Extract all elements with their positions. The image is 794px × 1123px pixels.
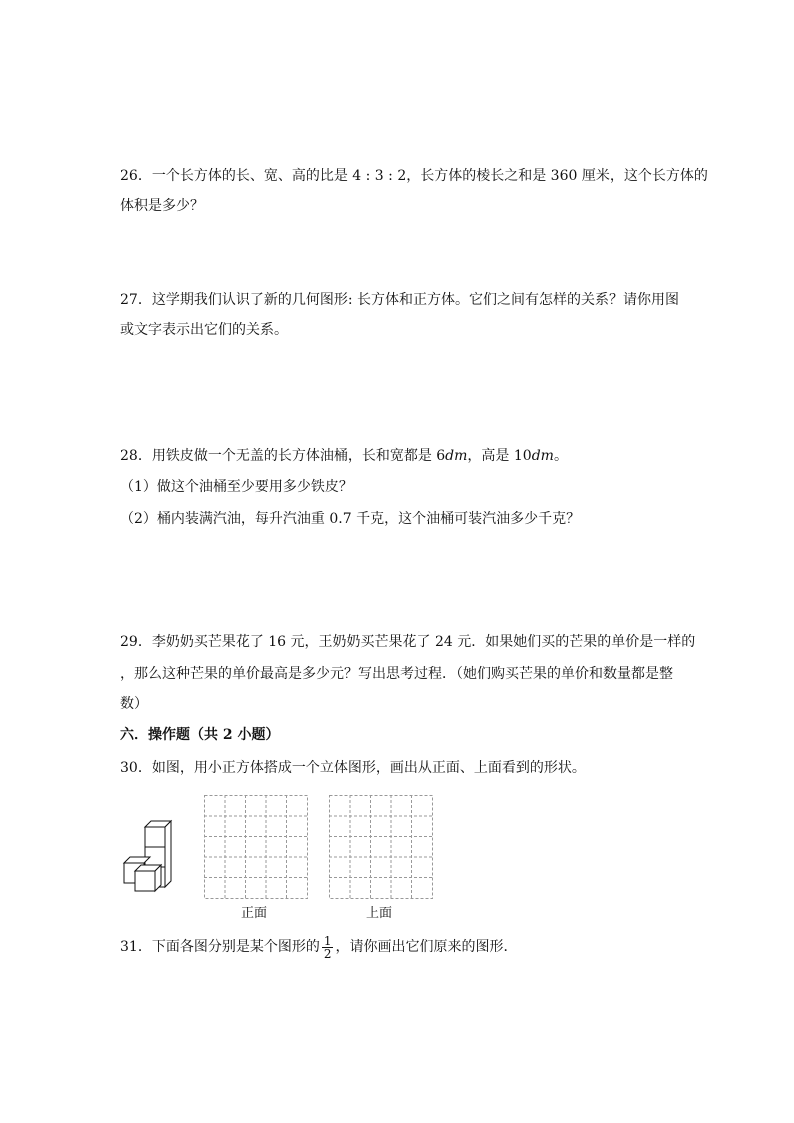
- cube-stack-figure: [120, 815, 180, 895]
- q26-line1: 26．一个长方体的长、宽、高的比是 4 : 3 : 2，长方体的棱长之和是 360 厘米，这个长方体的: [120, 168, 708, 184]
- q28-end: 。: [553, 448, 568, 464]
- q28-prefix: 28．用铁皮做一个无盖的长方体油桶，长和宽都是 6: [120, 448, 446, 464]
- q26-line2: 体积是多少？: [120, 198, 204, 214]
- q27-line1: 27．这学期我们认识了新的几何图形: 长方体和正方体。它们之间有怎样的关系？请你用图: [120, 292, 679, 308]
- front-view-grid: [204, 795, 308, 899]
- q28-sub2: （2）桶内装满汽油，每升汽油重 0.7 千克，这个油桶可装汽油多少千克？: [120, 511, 581, 527]
- q28-unit2: dm: [531, 448, 554, 464]
- q28-mid: ，高是 10: [467, 448, 532, 464]
- q31-suffix: ，请你画出它们原来的图形．: [335, 939, 518, 955]
- section-title: 六．操作题（共 2 小题）: [120, 727, 280, 743]
- fraction-numerator: 1: [323, 933, 332, 948]
- fraction-denominator: 2: [323, 946, 332, 961]
- q29-line1: 29．李奶奶买芒果花了 16 元，王奶奶买芒果花了 24 元．如果她们买的芒果的单价是一样的: [120, 634, 696, 650]
- q31-prefix: 31．下面各图分别是某个图形的: [120, 939, 320, 955]
- q28-sub1: （1）做这个油桶至少要用多少铁皮？: [120, 479, 353, 495]
- q29-line3: 数）: [120, 696, 148, 712]
- q30-text: 30．如图，用小正方体搭成一个立体图形，画出从正面、上面看到的形状。: [120, 760, 586, 776]
- q28-unit1: dm: [445, 448, 468, 464]
- top-view-caption: 上面: [366, 906, 393, 921]
- top-view-grid: [329, 795, 433, 899]
- fraction-half: [322, 935, 334, 960]
- q28-line1: [120, 446, 568, 466]
- q31-line: [120, 932, 517, 962]
- q27-line2: 或文字表示出它们的关系。: [120, 322, 288, 338]
- q29-line2: ，那么这种芒果的单价最高是多少元？写出思考过程．（她们购买芒果的单价和数量都是整: [120, 666, 673, 682]
- front-view-caption: 正面: [241, 906, 268, 921]
